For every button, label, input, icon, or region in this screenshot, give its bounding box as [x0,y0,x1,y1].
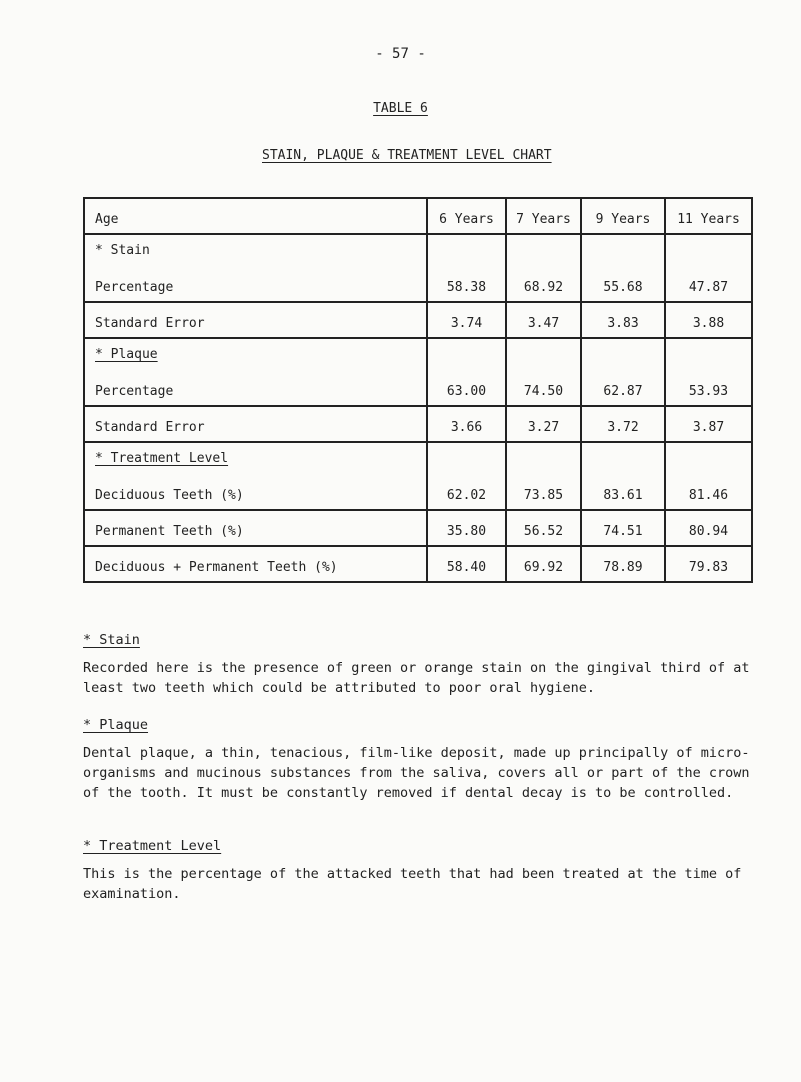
row-label-cell [84,338,427,406]
table-cell: 79.83 [665,546,752,582]
table-cell: 62.87 [581,338,665,406]
table-cell: 83.61 [581,442,665,510]
table-cell: 69.92 [506,546,581,582]
row-label: Percentage [95,280,174,295]
row-label: Standard Error [84,406,427,442]
table-cell: 3.66 [427,406,506,442]
note-title: * Treatment Level [83,838,222,854]
table-cell: 3.83 [581,302,665,338]
table-cell: 3.88 [665,302,752,338]
table-cell: 81.46 [665,442,752,510]
section-heading-treatment-level: * Treatment Level [95,451,229,466]
table-cell: 58.40 [427,546,506,582]
table-cell: 63.00 [427,338,506,406]
table-row [84,510,752,546]
table-row [84,442,752,510]
header-11-years: 11 Years [665,198,752,234]
note-text: Dental plaque, a thin, tenacious, film-like deposit, made up principally of micro-organisms and mucinous substances from the saliva, covers all or part of the crown of the tooth. It must be constantly removed if dental decay is to be controlled. [83,745,750,801]
row-label: Permanent Teeth (%) [84,510,427,546]
table-cell: 3.72 [581,406,665,442]
table-cell: 35.80 [427,510,506,546]
note-title: * Stain [83,632,140,648]
note-text: Recorded here is the presence of green or orange stain on the gingival third of at least two teeth which could be attributed to poor oral hygiene. [83,660,750,696]
table-cell: 58.38 [427,234,506,302]
note-plaque [83,715,773,803]
table-cell: 62.02 [427,442,506,510]
table-cell: 73.85 [506,442,581,510]
table-cell: 56.52 [506,510,581,546]
table-header-row [84,198,752,234]
table-cell: 80.94 [665,510,752,546]
table-cell: 68.92 [506,234,581,302]
row-label: Deciduous + Permanent Teeth (%) [84,546,427,582]
header-6-years: 6 Years [427,198,506,234]
page-number: - 57 - [375,46,426,62]
table-cell: 55.68 [581,234,665,302]
table-cell: 3.87 [665,406,752,442]
section-heading-plaque: * Plaque [95,347,158,362]
table-cell: 74.51 [581,510,665,546]
note-title: * Plaque [83,717,149,733]
table-row [84,302,752,338]
table-title: STAIN, PLAQUE & TREATMENT LEVEL CHART [262,148,552,163]
table-row [84,546,752,582]
note-text: This is the percentage of the attacked teeth that had been treated at the time of examination. [83,866,742,902]
note-stain [83,630,773,698]
table-row [84,406,752,442]
table-cell: 3.27 [506,406,581,442]
table-cell: 3.47 [506,302,581,338]
row-label: Deciduous Teeth (%) [95,488,244,503]
stain-plaque-treatment-table [83,197,753,583]
row-label-cell [84,234,427,302]
header-age: Age [84,198,427,234]
table-cell: 47.87 [665,234,752,302]
table-row [84,234,752,302]
header-7-years: 7 Years [506,198,581,234]
note-treatment-level [83,836,773,904]
section-heading-stain: * Stain [95,243,150,258]
table-cell: 74.50 [506,338,581,406]
table-cell: 3.74 [427,302,506,338]
table-number: TABLE 6 [373,101,428,116]
table-cell: 53.93 [665,338,752,406]
row-label-cell [84,442,427,510]
table-row [84,338,752,406]
row-label: Standard Error [84,302,427,338]
header-9-years: 9 Years [581,198,665,234]
table-cell: 78.89 [581,546,665,582]
row-label: Percentage [95,384,174,399]
